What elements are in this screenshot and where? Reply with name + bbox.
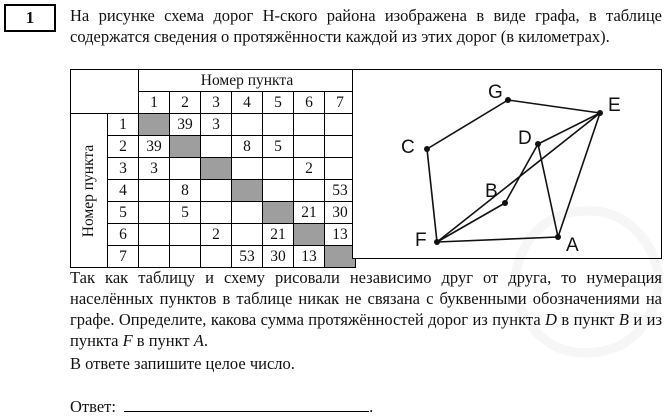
answer-label: Ответ: [70, 397, 116, 416]
col-number: 5 [263, 92, 294, 114]
graph-edge-C-F [427, 149, 437, 242]
graph-node-label-G: G [488, 82, 503, 103]
table-cell [170, 224, 201, 246]
row-header-text: Номер пункта [80, 144, 97, 237]
graph-edge-B-D [505, 144, 538, 203]
diagonal-cell [294, 224, 325, 246]
table-cell [201, 246, 232, 268]
table-cell: 13 [294, 246, 325, 268]
graph-node-G [505, 97, 511, 103]
table-cell [201, 180, 232, 202]
graph-node-label-B: B [485, 181, 498, 202]
table-row [71, 224, 356, 246]
task-body [70, 267, 662, 351]
graph-node-label-E: E [608, 95, 621, 116]
diagonal-cell [139, 114, 170, 136]
graph-edge-G-C [427, 100, 508, 149]
row-header [71, 114, 108, 268]
table-cell: 21 [263, 224, 294, 246]
answer-row [70, 397, 373, 417]
col-number: 1 [139, 92, 170, 114]
table-cell [232, 224, 263, 246]
table-corner [71, 70, 139, 114]
table-row [71, 180, 356, 202]
table-cell [170, 158, 201, 180]
distance-table [70, 69, 356, 268]
diagonal-cell [201, 158, 232, 180]
task-intro: На рисунке схема дорог Н-ского района изображена в виде графа, в таблице содержатся сведения о протяжённости каждой из этих дорог (в километрах). [70, 6, 662, 46]
table-cell: 2 [294, 158, 325, 180]
body-variable: A [193, 331, 204, 350]
row-number: 7 [108, 246, 139, 268]
graph-node-label-A: A [566, 235, 579, 256]
graph-node-D [535, 141, 541, 147]
table-cell: 39 [170, 114, 201, 136]
graph-node-label-D: D [518, 128, 532, 149]
table-cell: 21 [294, 202, 325, 224]
table-cell: 30 [263, 246, 294, 268]
body-text-segment: Так как таблицу и схему рисовали независимо друг от друга, то нумерация населённых пунктов в таблице никак не связана с буквенными обозначениями на графе. Определите, какова сумма протяжённостей дорог из пункта [70, 268, 662, 329]
body-text-segment: в пункт [556, 310, 619, 329]
table-cell: 8 [232, 136, 263, 158]
table-cell [139, 246, 170, 268]
table-cell [232, 202, 263, 224]
graph-svg [353, 70, 661, 258]
graph-edge-F-B [437, 203, 505, 242]
body-text-segment: и из пункта [70, 310, 662, 350]
answer-field[interactable] [124, 397, 369, 412]
table-cell: 3 [139, 158, 170, 180]
table-cell: 53 [325, 180, 356, 202]
table-cell [325, 136, 356, 158]
table-cell [263, 158, 294, 180]
table-cell: 39 [139, 136, 170, 158]
table-row [71, 246, 356, 268]
table-cell [325, 158, 356, 180]
graph-node-A [555, 234, 561, 240]
graph-node-label-F: F [415, 230, 427, 251]
diagonal-cell [263, 202, 294, 224]
body-variable: B [618, 310, 629, 329]
graph-edge-F-A [437, 237, 558, 242]
table-cell [294, 180, 325, 202]
task-number: 1 [25, 8, 35, 27]
body-text-segment: . [203, 331, 208, 350]
diagonal-cell [325, 246, 356, 268]
answer-tail: . [369, 397, 374, 416]
table-cell: 53 [232, 246, 263, 268]
table-cell [232, 158, 263, 180]
graph-node-F [434, 239, 440, 245]
table-cell [201, 202, 232, 224]
row-number: 5 [108, 202, 139, 224]
diagonal-cell [170, 136, 201, 158]
row-number: 1 [108, 114, 139, 136]
table-cell [325, 114, 356, 136]
col-number: 6 [294, 92, 325, 114]
table-cell: 3 [201, 114, 232, 136]
table-cell [139, 202, 170, 224]
body-text-segment: в пункт [132, 331, 194, 350]
diagonal-cell [232, 180, 263, 202]
table-cell: 13 [325, 224, 356, 246]
table-row [71, 202, 356, 224]
table-row [71, 114, 356, 136]
table-cell [263, 114, 294, 136]
col-header: Номер пункта [139, 70, 356, 92]
row-number: 2 [108, 136, 139, 158]
table-cell: 8 [170, 180, 201, 202]
table-cell [232, 114, 263, 136]
graph-node-E [597, 110, 603, 116]
body-variable: D [545, 310, 557, 329]
table-cell [294, 136, 325, 158]
table-cell [139, 180, 170, 202]
row-number: 4 [108, 180, 139, 202]
task-instruction: В ответе запишите целое число. [70, 354, 295, 373]
col-number: 2 [170, 92, 201, 114]
table-cell: 5 [263, 136, 294, 158]
table-cell: 30 [325, 202, 356, 224]
table-cell [170, 246, 201, 268]
task-number-box [4, 4, 56, 32]
row-number: 3 [108, 158, 139, 180]
table-cell [294, 114, 325, 136]
table-cell [263, 180, 294, 202]
table-cell [139, 224, 170, 246]
table-cell [201, 136, 232, 158]
road-graph [352, 69, 662, 259]
graph-node-B [502, 200, 508, 206]
row-number: 6 [108, 224, 139, 246]
graph-node-C [424, 146, 430, 152]
graph-edge-G-E [508, 100, 600, 113]
table-cell: 5 [170, 202, 201, 224]
table-row [71, 158, 356, 180]
body-variable: F [122, 331, 133, 350]
table-cell: 2 [201, 224, 232, 246]
graph-node-label-C: C [401, 137, 415, 158]
col-number: 7 [325, 92, 356, 114]
col-number: 4 [232, 92, 263, 114]
graph-edge-D-A [538, 144, 558, 237]
table-row [71, 136, 356, 158]
col-number: 3 [201, 92, 232, 114]
